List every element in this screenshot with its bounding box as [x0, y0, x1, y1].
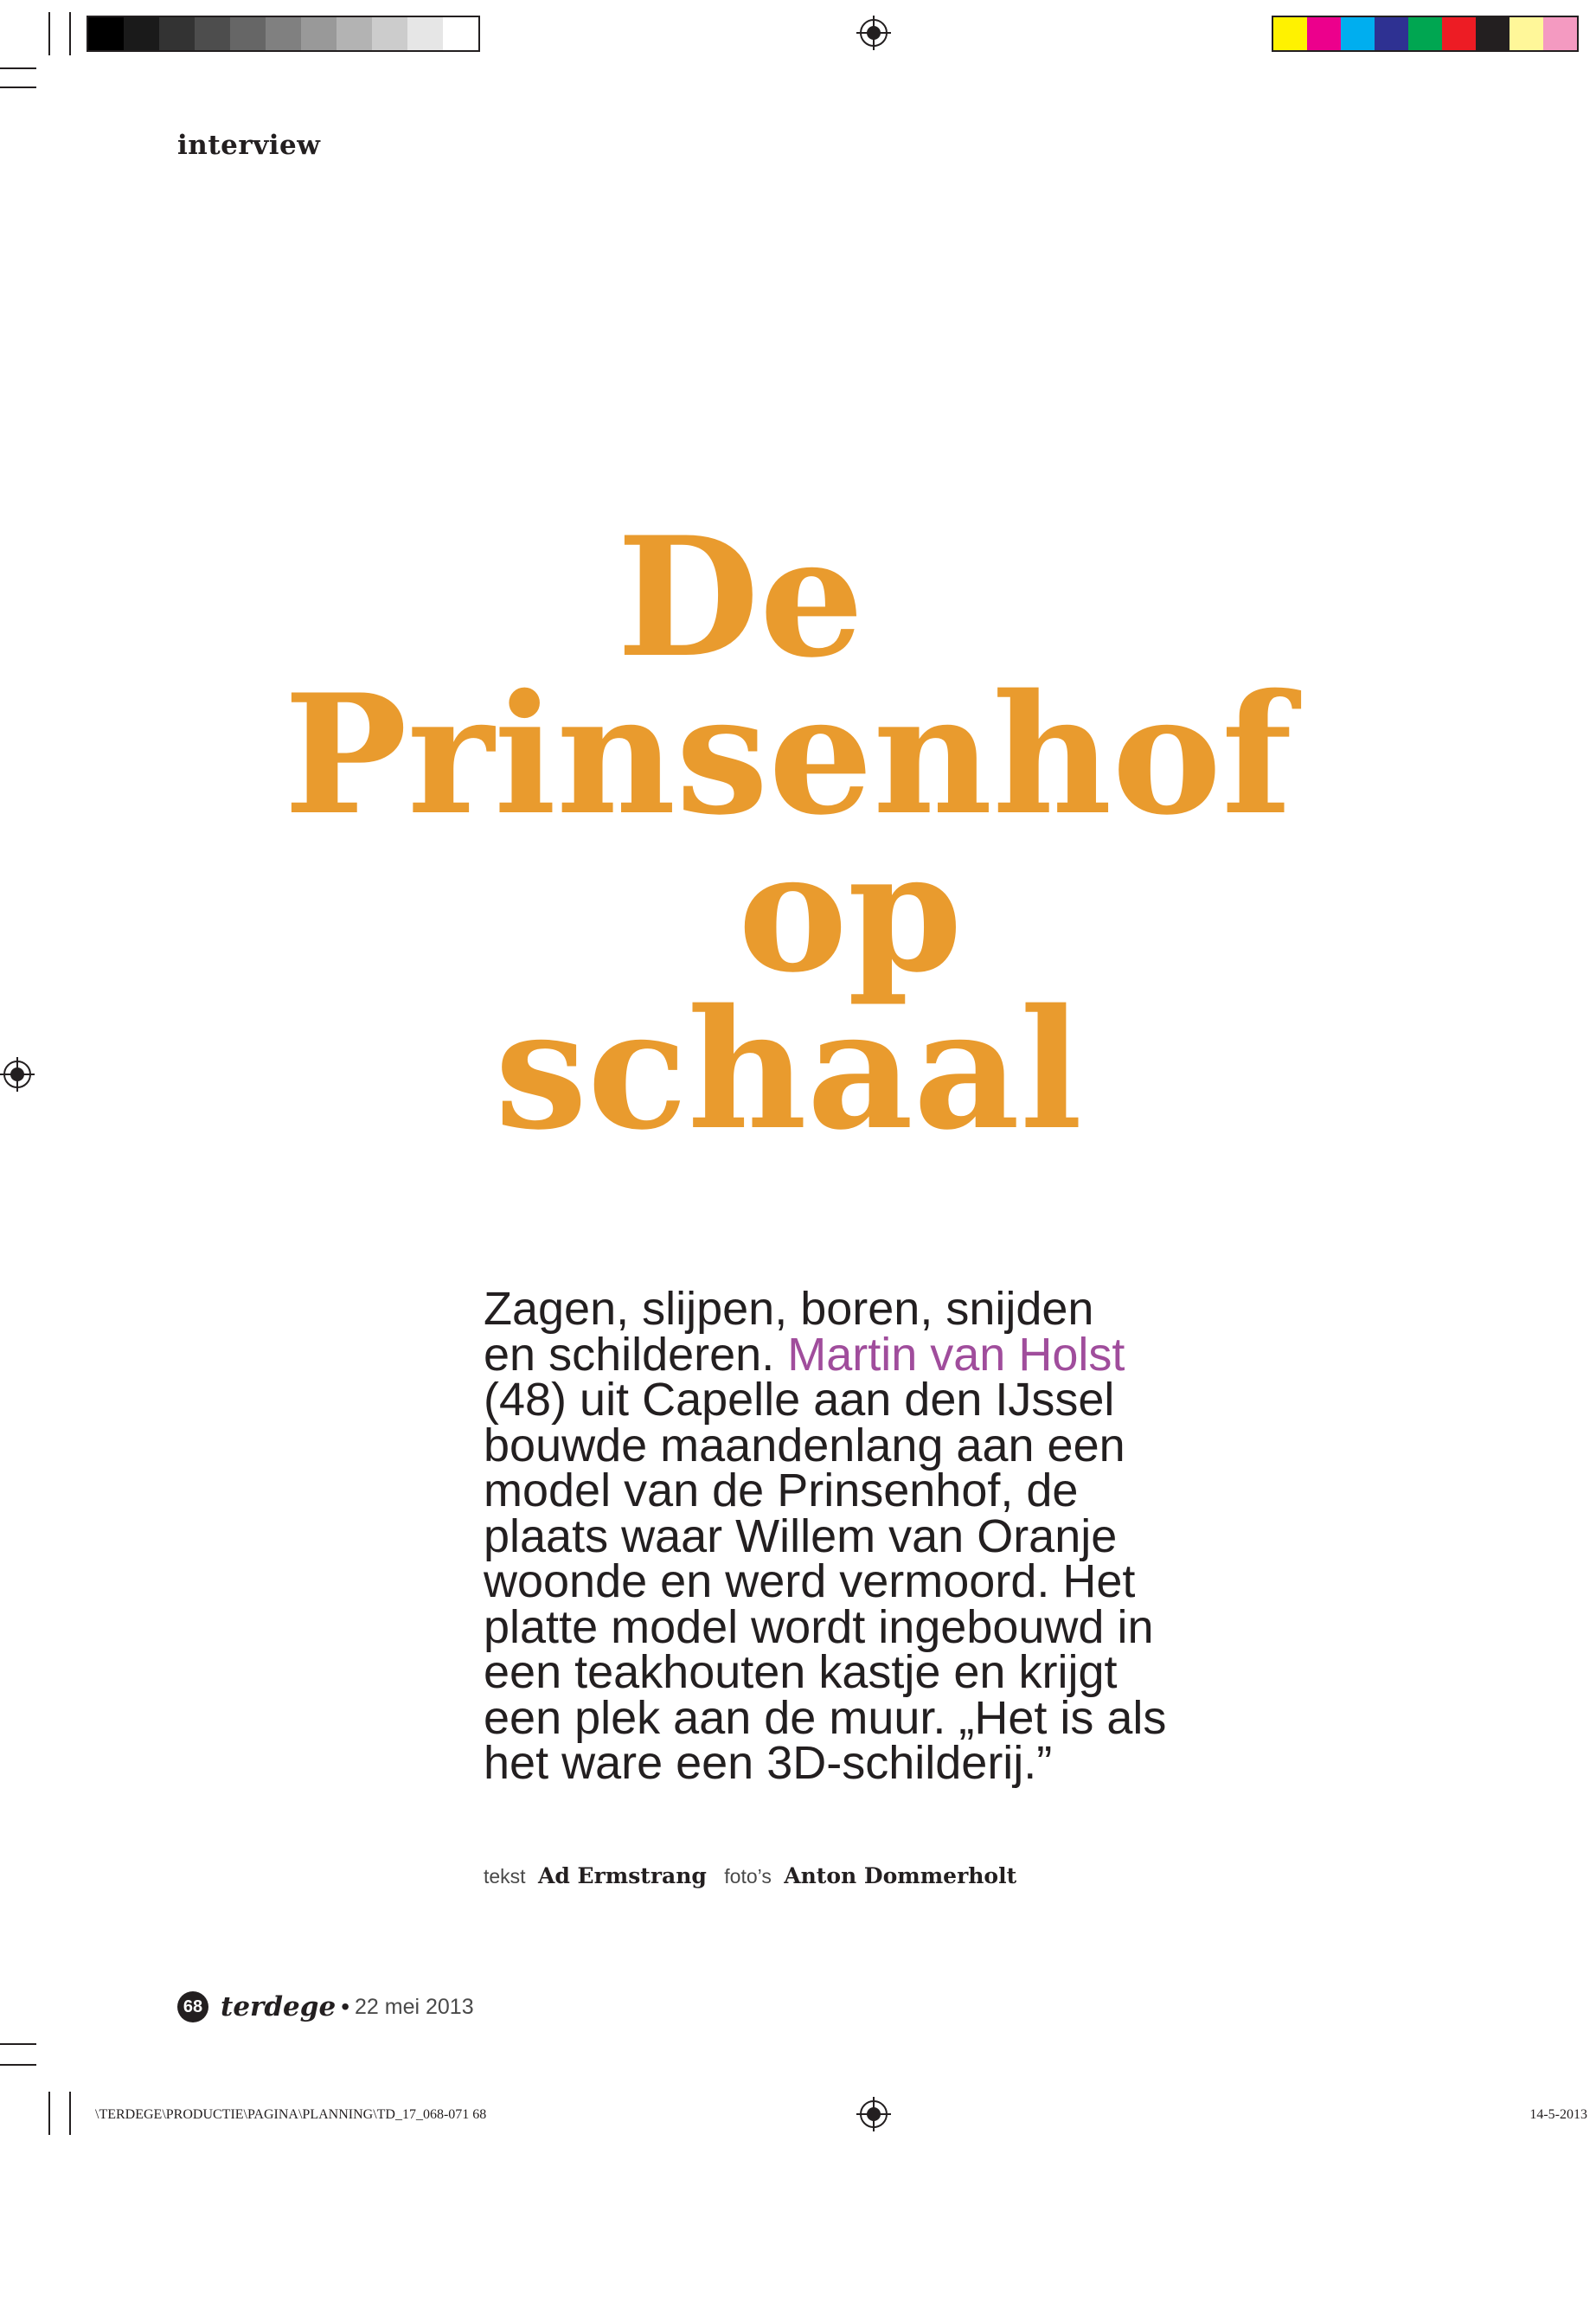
section-label: interview [177, 130, 321, 161]
intro-line: (48) uit Capelle aan den IJssel [484, 1374, 1115, 1426]
intro-line: een teakhouten kastje en krijgt [484, 1646, 1118, 1698]
intro-line: het ware een 3D-schilderij.” [484, 1737, 1053, 1789]
page-footer [177, 1991, 474, 2022]
color-swatch [1442, 17, 1476, 50]
color-swatch [266, 17, 301, 50]
person-name-highlight: Martin van Holst [787, 1328, 1125, 1381]
color-swatch [1408, 17, 1442, 50]
intro-line: plaats waar Willem van Oranje [484, 1509, 1118, 1562]
text-credit-label: tekst [484, 1865, 526, 1888]
headline-line: schaal [495, 973, 1083, 1166]
color-swatch [230, 17, 266, 50]
text-author: Ad Ermstrang [537, 1863, 707, 1888]
separator-bullet: • [341, 1993, 349, 2020]
color-swatch [1307, 17, 1341, 50]
intro-line: bouwde maandenlang aan een [484, 1419, 1125, 1471]
crop-mark [69, 2092, 71, 2135]
page-number-badge: 68 [177, 1991, 208, 2022]
intro-line: woonde en werd vermoord. Het [484, 1555, 1136, 1607]
color-swatch [1509, 17, 1543, 50]
color-swatch [159, 17, 195, 50]
color-swatch [337, 17, 372, 50]
crop-mark [0, 67, 36, 69]
color-swatch [443, 17, 478, 50]
crop-mark [48, 12, 50, 55]
intro-paragraph [484, 1283, 1262, 1789]
color-swatch [1273, 17, 1307, 50]
registration-mark-icon [856, 2097, 891, 2131]
color-swatch [1476, 17, 1509, 50]
print-slug-path: \TERDEGE\PRODUCTIE\PAGINA\PLANNING\TD_17_068-071 68 [95, 2107, 487, 2122]
grayscale-calibration-bar [87, 16, 480, 52]
intro-line: platte model wordt ingebouwd in [484, 1600, 1154, 1653]
color-swatch [1543, 17, 1577, 50]
color-calibration-bar [1272, 16, 1579, 52]
magazine-logo: terdege [221, 1991, 337, 2022]
crop-mark [0, 2043, 36, 2045]
crop-mark [0, 2064, 36, 2066]
print-slug-date: 14-5-2013 [1529, 2107, 1587, 2122]
intro-line: en schilderen. [484, 1328, 788, 1381]
color-swatch [195, 17, 230, 50]
photo-credit-label: foto’s [724, 1865, 772, 1888]
crop-mark [0, 87, 36, 88]
intro-line: een plek aan de muur. „Het is als [484, 1691, 1167, 1744]
color-swatch [124, 17, 159, 50]
headline-line: op [738, 816, 963, 1009]
color-swatch [88, 17, 124, 50]
intro-line: model van de Prinsenhof, de [484, 1465, 1079, 1516]
color-swatch [301, 17, 337, 50]
intro-line: Zagen, slijpen, boren, snijden [484, 1283, 1094, 1335]
color-swatch [1375, 17, 1408, 50]
issue-date: 22 mei 2013 [355, 1994, 474, 2019]
headline [0, 501, 1596, 1166]
registration-mark-icon [856, 16, 891, 50]
color-swatch [372, 17, 407, 50]
color-swatch [407, 17, 443, 50]
byline [484, 1863, 1029, 1888]
crop-mark [48, 2092, 50, 2135]
headline-line: Prinsenhof [284, 658, 1292, 851]
photo-author: Anton Dommerholt [784, 1863, 1017, 1888]
crop-mark [69, 12, 71, 55]
headline-line: De [617, 501, 864, 694]
color-swatch [1341, 17, 1375, 50]
